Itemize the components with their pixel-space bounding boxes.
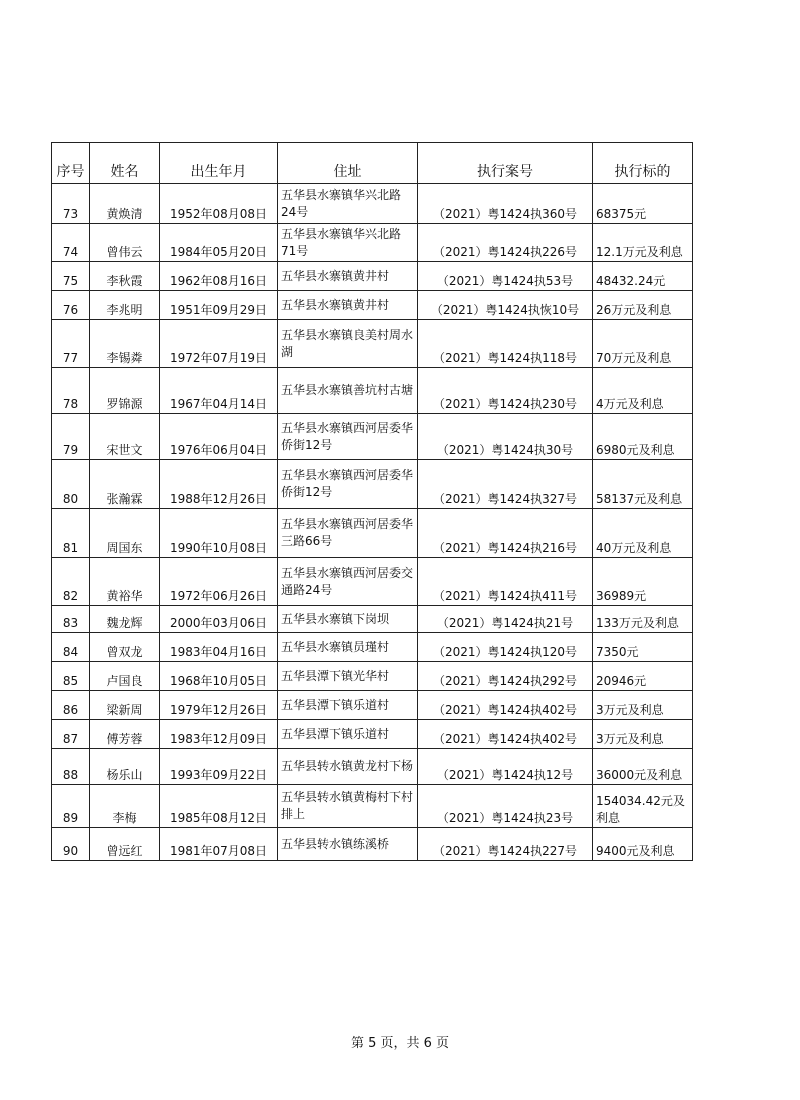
cell-case-number: （2021）粤1424执118号 [418, 320, 593, 368]
cell-amount: 20946元 [593, 662, 693, 691]
table-row [52, 633, 693, 662]
cell-address: 五华县水寨镇黄井村 [278, 291, 418, 320]
cell-name: 李兆明 [90, 291, 160, 320]
cell-address: 五华县转水镇黄梅村下村排上 [278, 785, 418, 828]
cell-seq: 88 [52, 749, 90, 785]
table-row [52, 558, 693, 606]
cell-name: 梁新周 [90, 691, 160, 720]
cell-case-number: （2021）粤1424执402号 [418, 720, 593, 749]
header-seq: 序号 [52, 143, 90, 184]
cell-amount: 133万元及利息 [593, 606, 693, 633]
cell-name: 黄焕清 [90, 184, 160, 224]
cell-case-number: （2021）粤1424执227号 [418, 828, 593, 861]
cell-seq: 74 [52, 224, 90, 262]
cell-case-number: （2021）粤1424执292号 [418, 662, 593, 691]
table-row [52, 606, 693, 633]
cell-seq: 81 [52, 509, 90, 558]
cell-amount: 3万元及利息 [593, 691, 693, 720]
cell-seq: 76 [52, 291, 90, 320]
cell-case-number: （2021）粤1424执216号 [418, 509, 593, 558]
cell-name: 魏龙辉 [90, 606, 160, 633]
cell-seq: 80 [52, 460, 90, 509]
table-row [52, 785, 693, 828]
cell-amount: 40万元及利息 [593, 509, 693, 558]
cell-dob: 1976年06月04日 [160, 414, 278, 460]
cell-name: 曾伟云 [90, 224, 160, 262]
cell-case-number: （2021）粤1424执402号 [418, 691, 593, 720]
cell-address: 五华县潭下镇乐道村 [278, 691, 418, 720]
cell-amount: 7350元 [593, 633, 693, 662]
cell-address: 五华县转水镇练溪桥 [278, 828, 418, 861]
cell-name: 周国东 [90, 509, 160, 558]
cell-dob: 1967年04月14日 [160, 368, 278, 414]
cell-name: 黄裕华 [90, 558, 160, 606]
cell-dob: 2000年03月06日 [160, 606, 278, 633]
enforcement-table [51, 142, 693, 861]
cell-dob: 1968年10月05日 [160, 662, 278, 691]
cell-seq: 87 [52, 720, 90, 749]
cell-seq: 90 [52, 828, 90, 861]
table-row [52, 291, 693, 320]
cell-case-number: （2021）粤1424执226号 [418, 224, 593, 262]
table-row [52, 691, 693, 720]
table-row [52, 414, 693, 460]
cell-name: 张瀚霖 [90, 460, 160, 509]
cell-amount: 154034.42元及利息 [593, 785, 693, 828]
cell-seq: 79 [52, 414, 90, 460]
cell-address: 五华县水寨镇员瑾村 [278, 633, 418, 662]
cell-case-number: （2021）粤1424执411号 [418, 558, 593, 606]
cell-case-number: （2021）粤1424执53号 [418, 262, 593, 291]
cell-name: 曾双龙 [90, 633, 160, 662]
cell-name: 宋世文 [90, 414, 160, 460]
cell-case-number: （2021）粤1424执360号 [418, 184, 593, 224]
cell-address: 五华县水寨镇华兴北路24号 [278, 184, 418, 224]
cell-amount: 4万元及利息 [593, 368, 693, 414]
cell-address: 五华县水寨镇西河居委华三路66号 [278, 509, 418, 558]
table-row [52, 460, 693, 509]
cell-seq: 78 [52, 368, 90, 414]
cell-dob: 1983年04月16日 [160, 633, 278, 662]
page-number: 第 5 页，共 6 页 [350, 1036, 450, 1051]
table-body [52, 184, 693, 861]
cell-dob: 1990年10月08日 [160, 509, 278, 558]
header-case-number: 执行案号 [418, 143, 593, 184]
cell-seq: 84 [52, 633, 90, 662]
table-row [52, 184, 693, 224]
cell-case-number: （2021）粤1424执恢10号 [418, 291, 593, 320]
cell-seq: 82 [52, 558, 90, 606]
cell-address: 五华县水寨镇善坑村古塘 [278, 368, 418, 414]
cell-name: 李锡粦 [90, 320, 160, 368]
cell-amount: 58137元及利息 [593, 460, 693, 509]
table-header-row [52, 143, 693, 184]
cell-seq: 89 [52, 785, 90, 828]
cell-name: 李秋霞 [90, 262, 160, 291]
header-dob: 出生年月 [160, 143, 278, 184]
header-name: 姓名 [90, 143, 160, 184]
cell-case-number: （2021）粤1424执23号 [418, 785, 593, 828]
cell-address: 五华县水寨镇西河居委华侨街12号 [278, 460, 418, 509]
header-address: 住址 [278, 143, 418, 184]
table-row [52, 224, 693, 262]
cell-address: 五华县水寨镇西河居委华侨街12号 [278, 414, 418, 460]
cell-name: 傅芳蓉 [90, 720, 160, 749]
cell-name: 杨乐山 [90, 749, 160, 785]
cell-amount: 26万元及利息 [593, 291, 693, 320]
cell-case-number: （2021）粤1424执327号 [418, 460, 593, 509]
cell-dob: 1993年09月22日 [160, 749, 278, 785]
cell-seq: 75 [52, 262, 90, 291]
cell-address: 五华县潭下镇乐道村 [278, 720, 418, 749]
cell-dob: 1951年09月29日 [160, 291, 278, 320]
cell-dob: 1972年07月19日 [160, 320, 278, 368]
cell-name: 李梅 [90, 785, 160, 828]
cell-amount: 48432.24元 [593, 262, 693, 291]
table-row [52, 828, 693, 861]
cell-dob: 1985年08月12日 [160, 785, 278, 828]
cell-amount: 36989元 [593, 558, 693, 606]
cell-address: 五华县转水镇黄龙村下杨 [278, 749, 418, 785]
cell-amount: 70万元及利息 [593, 320, 693, 368]
cell-dob: 1983年12月09日 [160, 720, 278, 749]
cell-dob: 1962年08月16日 [160, 262, 278, 291]
cell-amount: 12.1万元及利息 [593, 224, 693, 262]
cell-amount: 6980元及利息 [593, 414, 693, 460]
cell-amount: 36000元及利息 [593, 749, 693, 785]
cell-address: 五华县水寨镇黄井村 [278, 262, 418, 291]
cell-dob: 1984年05月20日 [160, 224, 278, 262]
cell-address: 五华县水寨镇良美村周水湖 [278, 320, 418, 368]
cell-amount: 9400元及利息 [593, 828, 693, 861]
cell-seq: 73 [52, 184, 90, 224]
cell-dob: 1979年12月26日 [160, 691, 278, 720]
cell-name: 曾远红 [90, 828, 160, 861]
cell-seq: 77 [52, 320, 90, 368]
cell-case-number: （2021）粤1424执120号 [418, 633, 593, 662]
table-row [52, 368, 693, 414]
cell-amount: 68375元 [593, 184, 693, 224]
cell-case-number: （2021）粤1424执30号 [418, 414, 593, 460]
cell-case-number: （2021）粤1424执230号 [418, 368, 593, 414]
table-row [52, 320, 693, 368]
table-row [52, 262, 693, 291]
cell-seq: 85 [52, 662, 90, 691]
cell-amount: 3万元及利息 [593, 720, 693, 749]
cell-case-number: （2021）粤1424执21号 [418, 606, 593, 633]
cell-address: 五华县水寨镇下岗坝 [278, 606, 418, 633]
cell-address: 五华县水寨镇西河居委交通路24号 [278, 558, 418, 606]
table-row [52, 509, 693, 558]
cell-seq: 86 [52, 691, 90, 720]
table-row [52, 749, 693, 785]
table-row [52, 662, 693, 691]
cell-name: 罗锦源 [90, 368, 160, 414]
header-amount: 执行标的 [593, 143, 693, 184]
cell-address: 五华县水寨镇华兴北路71号 [278, 224, 418, 262]
cell-dob: 1981年07月08日 [160, 828, 278, 861]
cell-dob: 1952年08月08日 [160, 184, 278, 224]
cell-address: 五华县潭下镇光华村 [278, 662, 418, 691]
cell-case-number: （2021）粤1424执12号 [418, 749, 593, 785]
cell-seq: 83 [52, 606, 90, 633]
cell-dob: 1972年06月26日 [160, 558, 278, 606]
cell-dob: 1988年12月26日 [160, 460, 278, 509]
table-row [52, 720, 693, 749]
cell-name: 卢国良 [90, 662, 160, 691]
